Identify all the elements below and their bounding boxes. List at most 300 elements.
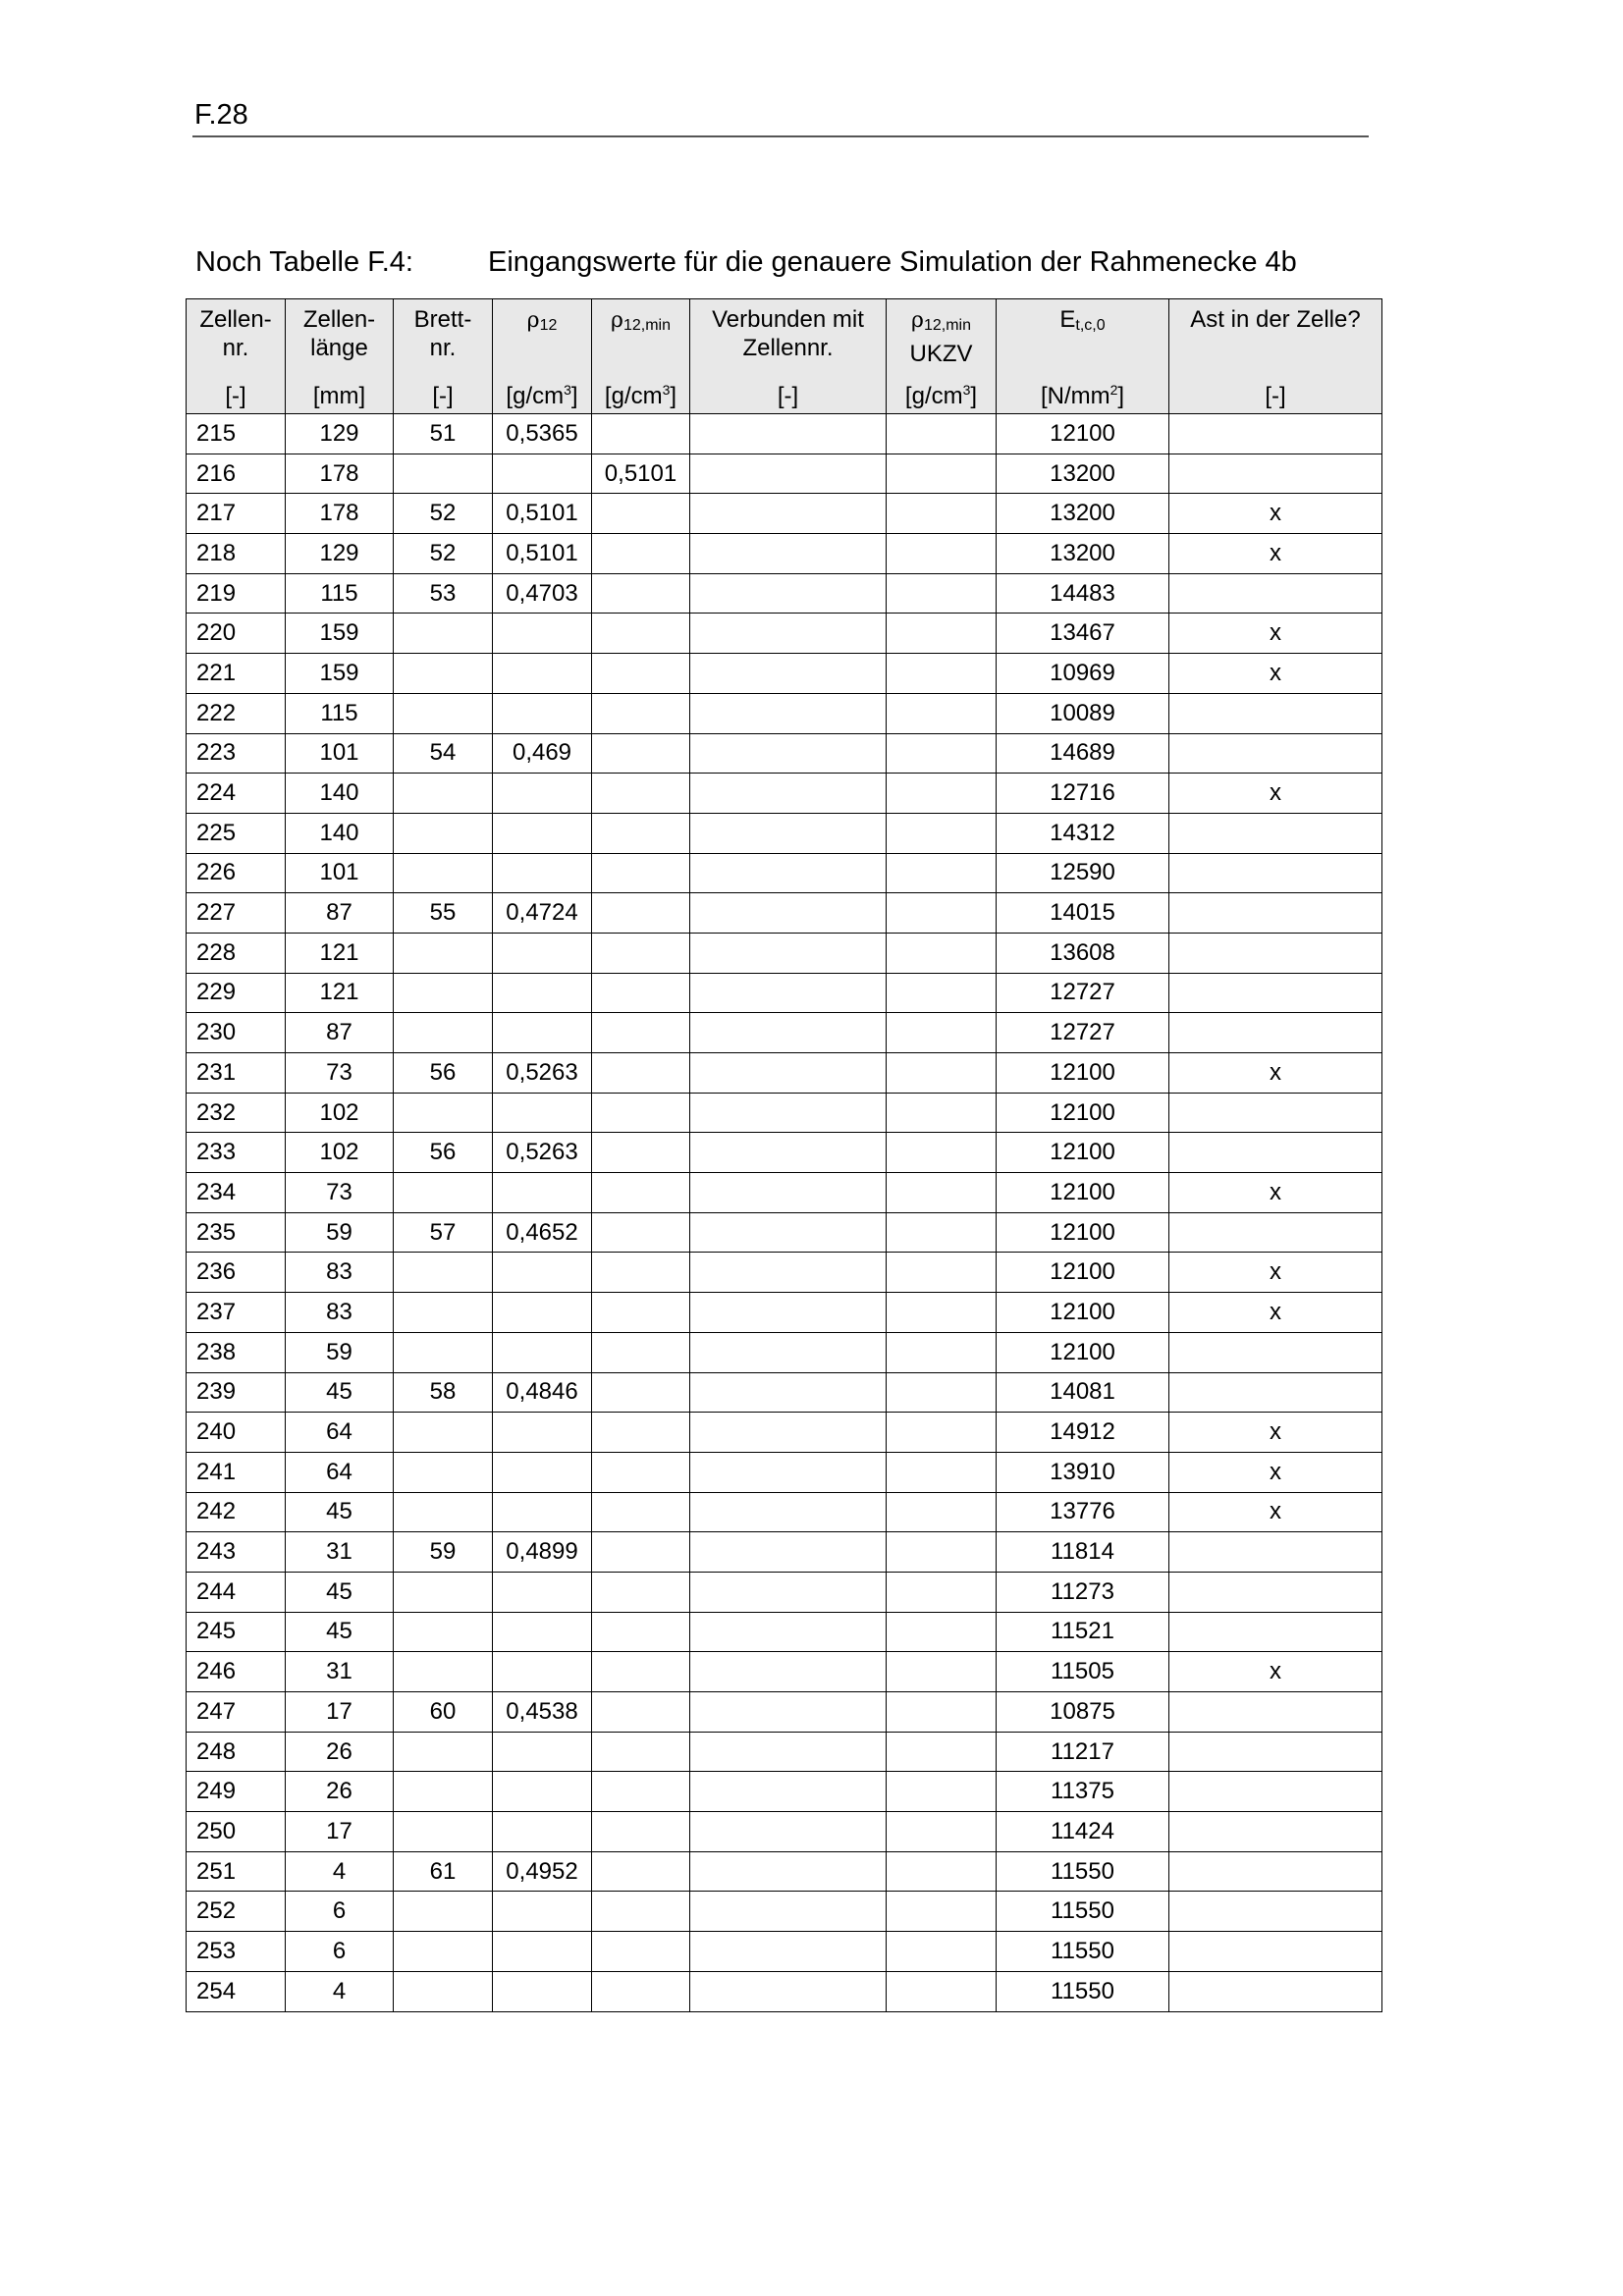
table-row [187,1971,1382,2011]
cell-rho12min-ukzv [887,853,997,893]
cell-zellenlaenge: 4 [286,1851,394,1892]
cell-zellenlaenge: 121 [286,933,394,973]
cell-verbunden [690,1452,887,1492]
cell-zellennr: 232 [187,1093,286,1133]
table-row [187,1053,1382,1094]
table-row [187,1253,1382,1293]
table-row [187,414,1382,454]
cell-verbunden [690,933,887,973]
cell-zellenlaenge: 59 [286,1332,394,1372]
cell-brettnr: 54 [394,733,493,774]
cell-ast: x [1169,1253,1382,1293]
cell-zellenlaenge: 45 [286,1612,394,1652]
cell-ast: x [1169,1293,1382,1333]
rho-symbol: ρ [911,308,924,333]
cell-verbunden [690,1532,887,1573]
cell-brettnr: 55 [394,893,493,934]
cell-rho12: 0,5365 [493,414,592,454]
cell-ast: x [1169,1492,1382,1532]
cell-brettnr [394,774,493,814]
cell-verbunden [690,1971,887,2011]
cell-rho12min [592,1013,690,1053]
cell-zellenlaenge: 140 [286,813,394,853]
cell-brettnr: 56 [394,1133,493,1173]
cell-zellenlaenge: 6 [286,1892,394,1932]
cell-rho12min [592,1652,690,1692]
table-row [187,614,1382,654]
cell-zellenlaenge: 73 [286,1173,394,1213]
cell-rho12min [592,853,690,893]
cell-etc0: 12590 [997,853,1169,893]
cell-brettnr [394,654,493,694]
cell-verbunden [690,1413,887,1453]
cell-rho12 [493,1452,592,1492]
cell-brettnr: 61 [394,1851,493,1892]
cell-etc0: 13608 [997,933,1169,973]
cell-zellennr: 246 [187,1652,286,1692]
cell-zellenlaenge: 121 [286,973,394,1013]
table-row [187,774,1382,814]
cell-rho12min [592,1772,690,1812]
cell-brettnr: 59 [394,1532,493,1573]
cell-ast [1169,414,1382,454]
cell-ast: x [1169,494,1382,534]
cell-zellennr: 218 [187,534,286,574]
cell-zellenlaenge: 101 [286,733,394,774]
table-row [187,1173,1382,1213]
cell-rho12min-ukzv [887,933,997,973]
table-row [187,1013,1382,1053]
cell-brettnr [394,1093,493,1133]
cell-brettnr: 56 [394,1053,493,1094]
cell-rho12: 0,5101 [493,534,592,574]
cell-zellenlaenge: 159 [286,614,394,654]
cell-rho12min [592,1971,690,2011]
cell-etc0: 13910 [997,1452,1169,1492]
cell-verbunden [690,1212,887,1253]
cell-zellennr: 254 [187,1971,286,2011]
cell-rho12 [493,1293,592,1333]
cell-zellennr: 239 [187,1372,286,1413]
cell-rho12 [493,1892,592,1932]
cell-zellenlaenge: 31 [286,1532,394,1573]
cell-rho12min-ukzv [887,654,997,694]
cell-rho12 [493,1612,592,1652]
cell-verbunden [690,534,887,574]
cell-brettnr [394,933,493,973]
cell-rho12min [592,414,690,454]
cell-rho12 [493,1932,592,1972]
cell-rho12 [493,813,592,853]
cell-rho12 [493,614,592,654]
cell-ast: x [1169,1652,1382,1692]
cell-zellennr: 238 [187,1332,286,1372]
cell-zellennr: 250 [187,1812,286,1852]
cell-verbunden [690,1492,887,1532]
cell-rho12: 0,5263 [493,1053,592,1094]
cell-rho12min [592,813,690,853]
cell-brettnr [394,1332,493,1372]
cell-rho12 [493,1093,592,1133]
cell-verbunden [690,1173,887,1213]
cell-zellenlaenge: 115 [286,573,394,614]
cell-verbunden [690,1293,887,1333]
cell-brettnr [394,1812,493,1852]
cell-verbunden [690,774,887,814]
cell-ast [1169,853,1382,893]
cell-ast [1169,973,1382,1013]
cell-ast: x [1169,1053,1382,1094]
cell-rho12min-ukzv [887,1932,997,1972]
cell-rho12min [592,534,690,574]
cell-rho12 [493,1732,592,1772]
cell-rho12: 0,4703 [493,573,592,614]
cell-zellennr: 229 [187,973,286,1013]
cell-brettnr [394,1492,493,1532]
cell-etc0: 12100 [997,1293,1169,1333]
cell-brettnr [394,454,493,494]
rho-symbol: ρ [611,308,623,333]
cell-etc0: 12100 [997,1212,1169,1253]
caption-text: Eingangswerte für die genauere Simulation der Rahmenecke 4b [488,246,1297,278]
cell-zellennr: 233 [187,1133,286,1173]
cell-zellenlaenge: 102 [286,1133,394,1173]
cell-rho12min-ukzv [887,1851,997,1892]
cell-rho12min [592,1452,690,1492]
cell-ast [1169,1013,1382,1053]
cell-zellennr: 224 [187,774,286,814]
cell-rho12min-ukzv [887,494,997,534]
cell-rho12min [592,774,690,814]
cell-verbunden [690,1812,887,1852]
table-row [187,534,1382,574]
cell-zellennr: 231 [187,1053,286,1094]
cell-etc0: 12100 [997,1093,1169,1133]
cell-ast: x [1169,1452,1382,1492]
table-row [187,1212,1382,1253]
cell-zellennr: 227 [187,893,286,934]
cell-etc0: 13200 [997,534,1169,574]
cell-rho12: 0,5101 [493,494,592,534]
cell-rho12min [592,933,690,973]
cell-etc0: 10875 [997,1692,1169,1733]
cell-rho12min-ukzv [887,1013,997,1053]
cell-rho12 [493,1772,592,1812]
cell-ast [1169,933,1382,973]
cell-rho12min-ukzv [887,1253,997,1293]
cell-rho12min [592,1612,690,1652]
cell-ast [1169,1212,1382,1253]
cell-verbunden [690,454,887,494]
cell-rho12min-ukzv [887,1892,997,1932]
cell-zellenlaenge: 129 [286,534,394,574]
cell-rho12min-ukzv [887,733,997,774]
cell-rho12 [493,853,592,893]
cell-etc0: 12727 [997,1013,1169,1053]
table-row [187,1612,1382,1652]
cell-rho12min [592,1492,690,1532]
cell-etc0: 12100 [997,414,1169,454]
cell-ast [1169,1812,1382,1852]
cell-ast [1169,1892,1382,1932]
cell-zellenlaenge: 64 [286,1413,394,1453]
table-row [187,933,1382,973]
cell-brettnr [394,1772,493,1812]
cell-rho12: 0,4538 [493,1692,592,1733]
cell-rho12: 0,4899 [493,1532,592,1573]
cell-rho12 [493,1492,592,1532]
cell-zellennr: 244 [187,1572,286,1612]
data-table [186,298,1382,2012]
cell-zellenlaenge: 159 [286,654,394,694]
cell-rho12min-ukzv [887,1692,997,1733]
cell-brettnr [394,1452,493,1492]
cell-zellenlaenge: 26 [286,1732,394,1772]
cell-rho12min [592,1532,690,1573]
cell-zellenlaenge: 59 [286,1212,394,1253]
cell-rho12 [493,693,592,733]
table-row [187,1732,1382,1772]
cell-rho12min-ukzv [887,1732,997,1772]
cell-etc0: 13200 [997,494,1169,534]
cell-rho12min-ukzv [887,573,997,614]
cell-verbunden [690,1133,887,1173]
cell-verbunden [690,1093,887,1133]
table-row [187,1133,1382,1173]
table-row [187,1332,1382,1372]
cell-rho12min-ukzv [887,614,997,654]
table-row [187,813,1382,853]
cell-ast: x [1169,534,1382,574]
cell-rho12: 0,4652 [493,1212,592,1253]
cell-ast [1169,1093,1382,1133]
table-row [187,1492,1382,1532]
cell-zellenlaenge: 83 [286,1293,394,1333]
cell-verbunden [690,1572,887,1612]
table-row [187,1772,1382,1812]
cell-zellennr: 221 [187,654,286,694]
cell-rho12min [592,693,690,733]
cell-brettnr: 53 [394,573,493,614]
cell-ast [1169,893,1382,934]
table-row [187,973,1382,1013]
cell-brettnr: 57 [394,1212,493,1253]
cell-brettnr [394,1971,493,2011]
cell-rho12min-ukzv [887,1812,997,1852]
cell-rho12min [592,1173,690,1213]
cell-verbunden [690,1372,887,1413]
cell-rho12min [592,654,690,694]
cell-etc0: 13467 [997,614,1169,654]
table-row [187,853,1382,893]
page-number: F.28 [194,99,248,131]
cell-verbunden [690,414,887,454]
cell-zellennr: 236 [187,1253,286,1293]
cell-rho12min [592,1892,690,1932]
cell-verbunden [690,1851,887,1892]
table-row [187,1572,1382,1612]
cell-ast [1169,1612,1382,1652]
cell-zellennr: 248 [187,1732,286,1772]
cell-rho12min [592,1692,690,1733]
table-row [187,1892,1382,1932]
cell-zellenlaenge: 87 [286,893,394,934]
cell-zellennr: 220 [187,614,286,654]
table-row [187,1372,1382,1413]
cell-etc0: 11814 [997,1532,1169,1573]
cell-rho12min-ukzv [887,1413,997,1453]
cell-ast [1169,1332,1382,1372]
cell-verbunden [690,1652,887,1692]
cell-ast: x [1169,614,1382,654]
cell-rho12 [493,454,592,494]
cell-zellenlaenge: 178 [286,494,394,534]
cell-verbunden [690,614,887,654]
table-row [187,1293,1382,1333]
cell-etc0: 12100 [997,1253,1169,1293]
header-rho12: ρ12 $[g/cm^3]$ [493,299,592,414]
cell-rho12min-ukzv [887,1572,997,1612]
cell-etc0: 12100 [997,1133,1169,1173]
cell-rho12min [592,573,690,614]
cell-etc0: 12716 [997,774,1169,814]
cell-verbunden [690,1612,887,1652]
cell-rho12min-ukzv [887,1971,997,2011]
cell-rho12min-ukzv [887,1652,997,1692]
cell-rho12min-ukzv [887,1492,997,1532]
header-verbunden: Verbunden mit Zellennr. [-] [690,299,887,414]
cell-rho12min-ukzv [887,1532,997,1573]
table-row [187,1413,1382,1453]
cell-verbunden [690,1053,887,1094]
cell-brettnr [394,1732,493,1772]
cell-rho12min [592,973,690,1013]
cell-rho12: 0,4846 [493,1372,592,1413]
cell-rho12min-ukzv [887,973,997,1013]
cell-zellennr: 215 [187,414,286,454]
cell-etc0: 14312 [997,813,1169,853]
table-caption [195,245,1297,279]
cell-rho12: 0,4724 [493,893,592,934]
cell-rho12: 0,5263 [493,1133,592,1173]
cell-rho12min [592,1851,690,1892]
cell-rho12min [592,1293,690,1333]
cell-brettnr [394,1413,493,1453]
cell-zellennr: 225 [187,813,286,853]
cell-brettnr: 51 [394,414,493,454]
cell-verbunden [690,853,887,893]
cell-rho12min [592,1133,690,1173]
cell-rho12min-ukzv [887,1332,997,1372]
cell-etc0: 14689 [997,733,1169,774]
cell-zellennr: 252 [187,1892,286,1932]
cell-verbunden [690,1253,887,1293]
cell-zellennr: 245 [187,1612,286,1652]
cell-verbunden [690,1332,887,1372]
cell-rho12min-ukzv [887,1612,997,1652]
cell-zellennr: 249 [187,1772,286,1812]
cell-ast [1169,454,1382,494]
table-row [187,1932,1382,1972]
cell-zellennr: 240 [187,1413,286,1453]
table-body [187,414,1382,2012]
cell-zellennr: 228 [187,933,286,973]
cell-etc0: 11505 [997,1652,1169,1692]
cell-rho12min-ukzv [887,1212,997,1253]
cell-rho12min-ukzv [887,1293,997,1333]
cell-rho12 [493,1652,592,1692]
cell-rho12min-ukzv [887,1372,997,1413]
cell-rho12min-ukzv [887,1173,997,1213]
cell-rho12min-ukzv [887,813,997,853]
cell-rho12min [592,1732,690,1772]
cell-verbunden [690,494,887,534]
caption-label: Noch Tabelle F.4: [195,246,413,278]
cell-zellenlaenge: 17 [286,1692,394,1733]
table-row [187,654,1382,694]
rho-symbol: ρ [526,308,540,333]
cell-ast [1169,1532,1382,1573]
cell-zellennr: 243 [187,1532,286,1573]
cell-verbunden [690,1772,887,1812]
cell-rho12min [592,494,690,534]
cell-etc0: 11521 [997,1612,1169,1652]
cell-etc0: 12100 [997,1053,1169,1094]
cell-rho12 [493,1253,592,1293]
cell-brettnr: 60 [394,1692,493,1733]
cell-zellenlaenge: 83 [286,1253,394,1293]
cell-etc0: 11550 [997,1892,1169,1932]
cell-zellenlaenge: 17 [286,1812,394,1852]
cell-ast [1169,1732,1382,1772]
cell-zellennr: 241 [187,1452,286,1492]
cell-ast [1169,693,1382,733]
cell-brettnr [394,853,493,893]
cell-etc0: 14483 [997,573,1169,614]
cell-rho12min-ukzv [887,1133,997,1173]
cell-ast [1169,1772,1382,1812]
header-rho12min: ρ12,min $[g/cm^3]$ [592,299,690,414]
cell-rho12min [592,1572,690,1612]
table-row [187,1652,1382,1692]
cell-zellenlaenge: 6 [286,1932,394,1972]
cell-rho12min [592,1413,690,1453]
cell-brettnr [394,1892,493,1932]
cell-rho12 [493,774,592,814]
cell-zellennr: 247 [187,1692,286,1733]
cell-zellennr: 237 [187,1293,286,1333]
cell-brettnr [394,1932,493,1972]
cell-rho12min [592,1212,690,1253]
cell-etc0: 11550 [997,1932,1169,1972]
cell-verbunden [690,1732,887,1772]
cell-rho12min: 0,5101 [592,454,690,494]
cell-verbunden [690,813,887,853]
cell-zellennr: 226 [187,853,286,893]
cell-zellenlaenge: 45 [286,1372,394,1413]
table-row [187,1532,1382,1573]
cell-rho12 [493,1572,592,1612]
cell-brettnr [394,1173,493,1213]
cell-etc0: 13776 [997,1492,1169,1532]
cell-brettnr [394,1253,493,1293]
cell-etc0: 11375 [997,1772,1169,1812]
cell-zellennr: 223 [187,733,286,774]
cell-rho12min [592,1372,690,1413]
cell-zellennr: 253 [187,1932,286,1972]
cell-zellenlaenge: 31 [286,1652,394,1692]
cell-rho12min [592,1812,690,1852]
